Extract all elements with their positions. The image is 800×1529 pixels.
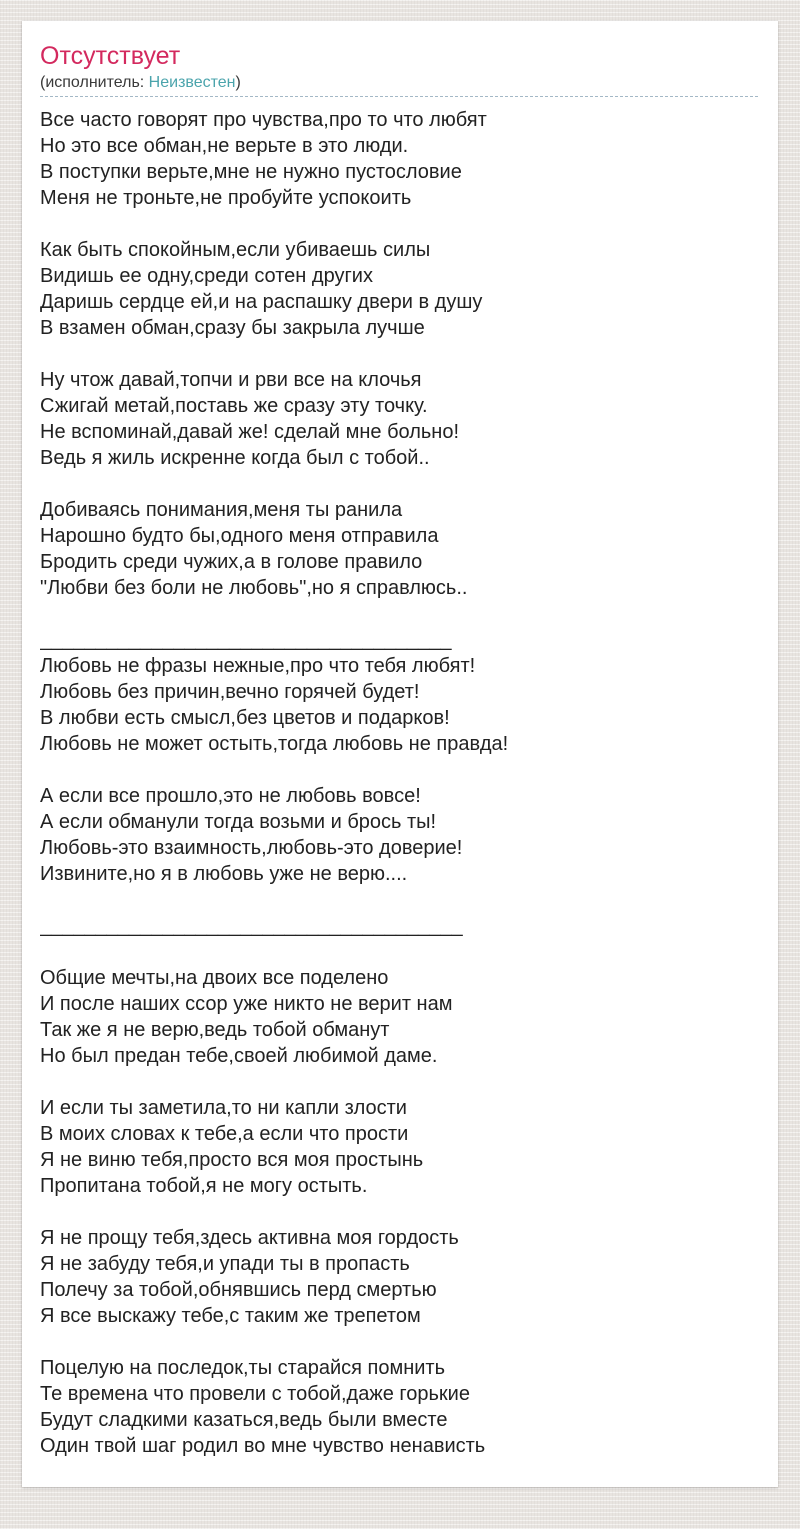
lyric-line: Как быть спокойным,если убиваешь силы (40, 239, 431, 261)
artist-label-prefix: (исполнитель: (40, 74, 149, 91)
lyric-line: Но был предан тебе,своей любимой даме. (40, 1045, 438, 1067)
lyric-line: Будут сладкими казаться,ведь были вместе (40, 1409, 448, 1431)
lyrics-text (40, 107, 758, 1459)
lyric-line: Меня не троньте,не пробуйте успокоить (40, 187, 412, 209)
lyric-line: Любовь-это взаимность,любовь-это доверие! (40, 837, 463, 859)
lyric-line: Я не забуду тебя,и упади ты в пропасть (40, 1253, 410, 1275)
lyric-line: Любовь не может остыть,тогда любовь не правда! (40, 733, 509, 755)
lyric-line: Полечу за тобой,обнявшись перд смертью (40, 1279, 437, 1301)
separator-line: _____________________________________ (40, 629, 452, 651)
lyric-line: А если все прошло,это не любовь вовсе! (40, 785, 421, 807)
lyric-line: "Любви без боли не любовь",но я справлюсь.. (40, 577, 468, 599)
lyric-line: Общие мечты,на двоих все поделено (40, 967, 389, 989)
lyric-line: Любовь без причин,вечно горячей будет! (40, 681, 420, 703)
lyric-line: Но это все обман,не верьте в это люди. (40, 135, 409, 157)
lyric-line: Пропитана тобой,я не могу остыть. (40, 1175, 368, 1197)
lyric-line: В поступки верьте,мне не нужно пустословие (40, 161, 462, 183)
lyrics-card (22, 21, 778, 1487)
song-header (40, 41, 758, 97)
stanza (40, 367, 758, 471)
lyric-line: Я не виню тебя,просто вся моя простынь (40, 1149, 424, 1171)
lyric-line: Извините,но я в любовь уже не верю.... (40, 863, 408, 885)
lyric-line: Ну чтож давай,топчи и рви все на клочья (40, 369, 422, 391)
stanza (40, 237, 758, 341)
lyric-line: Даришь сердце ей,и на распашку двери в душу (40, 291, 483, 313)
lyric-line: В любви есть смысл,без цветов и подарков! (40, 707, 450, 729)
stanza (40, 107, 758, 211)
lyric-line: Ведь я жиль искренне когда был с тобой.. (40, 447, 430, 469)
lyric-line: И если ты заметила,то ни капли злости (40, 1097, 407, 1119)
lyric-line: Те времена что провели с тобой,даже горькие (40, 1383, 470, 1405)
lyric-line: Все часто говорят про чувства,про то что любят (40, 109, 487, 131)
lyric-line: Бродить среди чужих,а в голове правило (40, 551, 423, 573)
artist-line (40, 73, 758, 93)
lyric-line: Так же я не верю,ведь тобой обманут (40, 1019, 390, 1041)
stanza (40, 1355, 758, 1459)
stanza (40, 653, 758, 757)
lyric-line: И после наших ссор уже никто не верит нам (40, 993, 453, 1015)
stanza (40, 783, 758, 887)
lyric-line: Добиваясь понимания,меня ты ранила (40, 499, 403, 521)
lyric-line: Не вспоминай,давай же! сделай мне больно! (40, 421, 460, 443)
stanza (40, 1095, 758, 1199)
lyric-line: Поцелую на последок,ты старайся помнить (40, 1357, 445, 1379)
lyric-line: В взамен обман,сразу бы закрыла лучше (40, 317, 425, 339)
lyric-line: Я не прощу тебя,здесь активна моя гордость (40, 1227, 459, 1249)
lyric-line: Я все выскажу тебе,с таким же трепетом (40, 1305, 421, 1327)
lyric-line: Видишь ее одну,среди сотен других (40, 265, 373, 287)
lyric-line: Сжигай метай,поставь же сразу эту точку. (40, 395, 428, 417)
stanza (40, 965, 758, 1069)
stanza (40, 1225, 758, 1329)
lyric-line: А если обманули тогда возьми и брось ты! (40, 811, 437, 833)
lyric-line: В моих словах к тебе,а если что прости (40, 1123, 409, 1145)
separator-line: ______________________________________ (40, 915, 463, 937)
lyric-line: Один твой шаг родил во мне чувство ненависть (40, 1435, 486, 1457)
song-title: Отсутствует (40, 42, 181, 70)
lyric-line: Любовь не фразы нежные,про что тебя любят! (40, 655, 476, 677)
stanza (40, 497, 758, 601)
artist-label-suffix: ) (235, 74, 241, 91)
lyric-line: Нарошно будто бы,одного меня отправила (40, 525, 439, 547)
artist-link[interactable]: Неизвестен (148, 74, 236, 91)
